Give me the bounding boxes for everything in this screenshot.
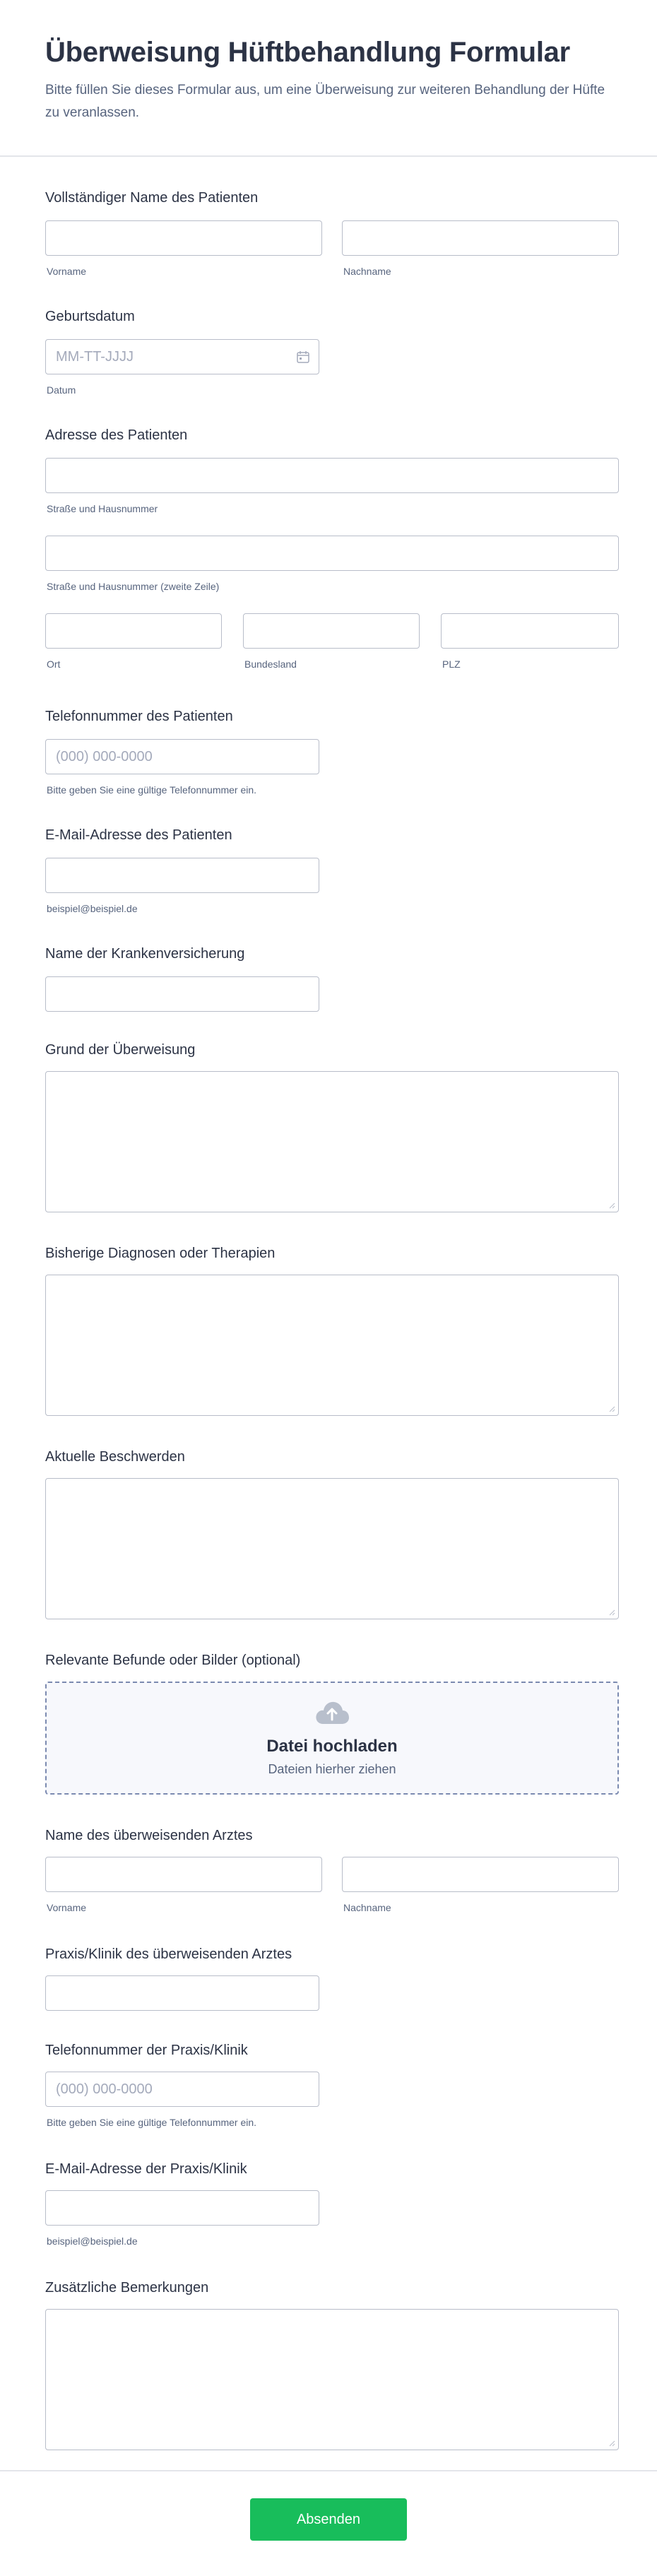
first-name-sublabel: Vorname xyxy=(47,266,87,277)
clinic-email-input[interactable] xyxy=(45,2190,319,2226)
street2-input[interactable] xyxy=(45,536,619,571)
field-label: Aktuelle Beschwerden xyxy=(45,1449,185,1465)
clinic-input[interactable] xyxy=(45,1975,319,2011)
doctor-name-field xyxy=(45,1826,619,1918)
city-sublabel: Ort xyxy=(47,658,61,670)
first-name-sublabel: Vorname xyxy=(47,1902,87,1913)
last-name-sublabel: Nachname xyxy=(343,1902,391,1913)
field-label: Praxis/Klinik des überweisenden Arztes xyxy=(45,1946,292,1962)
clinic-email-field xyxy=(45,2159,619,2251)
resize-grip-icon[interactable] xyxy=(608,1609,615,1616)
clinic-field xyxy=(45,1944,619,2015)
history-textarea[interactable] xyxy=(45,1275,619,1416)
form-footer xyxy=(0,2470,657,2576)
patient-email-field xyxy=(45,825,619,917)
page-subtitle: Bitte füllen Sie dieses Formular aus, um eine Überweisung zur weiteren Behandlung der Hüfte zu veranlassen. xyxy=(45,83,605,120)
birthdate-placeholder: MM-TT-JJJJ xyxy=(56,348,134,365)
resize-grip-icon[interactable] xyxy=(608,2440,615,2447)
upload-title: Datei hochladen xyxy=(266,1736,398,1756)
email-sublabel: beispiel@beispiel.de xyxy=(47,2235,138,2247)
file-upload-dropzone[interactable] xyxy=(45,1682,619,1795)
doctor-first-name-input[interactable] xyxy=(45,1857,322,1892)
submit-button[interactable]: Absenden xyxy=(250,2498,407,2541)
street-input[interactable] xyxy=(45,458,619,493)
resize-grip-icon[interactable] xyxy=(608,1405,615,1412)
email-sublabel: beispiel@beispiel.de xyxy=(47,903,138,914)
insurance-input[interactable] xyxy=(45,976,319,1012)
form-header xyxy=(0,0,657,157)
field-label: Name des überweisenden Arztes xyxy=(45,1828,253,1843)
field-label: Zusätzliche Bemerkungen xyxy=(45,2280,209,2296)
birthdate-field xyxy=(45,307,619,398)
phone-placeholder: (000) 000-0000 xyxy=(56,2081,153,2097)
street-sublabel: Straße und Hausnummer xyxy=(47,503,158,514)
patient-first-name-input[interactable] xyxy=(45,220,322,256)
page-title: Überweisung Hüftbehandlung Formular xyxy=(45,37,570,68)
field-label: Adresse des Patienten xyxy=(45,427,188,443)
field-label: Telefonnummer des Patienten xyxy=(45,709,233,724)
address-field xyxy=(45,425,619,680)
city-input[interactable] xyxy=(45,613,222,649)
calendar-icon[interactable] xyxy=(296,350,310,364)
field-label: E-Mail-Adresse des Patienten xyxy=(45,827,232,843)
history-field xyxy=(45,1243,619,1420)
cloud-upload-icon xyxy=(314,1700,350,1725)
patient-name-field xyxy=(45,188,619,280)
remarks-textarea[interactable] xyxy=(45,2309,619,2450)
doctor-last-name-input[interactable] xyxy=(342,1857,619,1892)
zip-sublabel: PLZ xyxy=(442,658,461,670)
street2-sublabel: Straße und Hausnummer (zweite Zeile) xyxy=(47,581,220,592)
state-input[interactable] xyxy=(243,613,420,649)
phone-sublabel: Bitte geben Sie eine gültige Telefonnummer ein. xyxy=(47,2117,257,2128)
clinic-phone-field xyxy=(45,2040,619,2132)
patient-last-name-input[interactable] xyxy=(342,220,619,256)
birthdate-sublabel: Datum xyxy=(47,384,76,396)
field-label: Geburtsdatum xyxy=(45,309,135,324)
complaints-textarea[interactable] xyxy=(45,1478,619,1619)
field-label: Grund der Überweisung xyxy=(45,1042,196,1058)
field-label: E-Mail-Adresse der Praxis/Klinik xyxy=(45,2161,247,2177)
resize-grip-icon[interactable] xyxy=(608,1202,615,1209)
clinic-phone-input[interactable] xyxy=(45,2072,319,2107)
upload-subtitle: Dateien hierher ziehen xyxy=(268,1761,396,1776)
reason-field xyxy=(45,1040,619,1217)
remarks-field xyxy=(45,2278,619,2454)
phone-placeholder: (000) 000-0000 xyxy=(56,748,153,764)
field-label: Vollständiger Name des Patienten xyxy=(45,190,259,206)
insurance-field xyxy=(45,944,619,1015)
field-label: Telefonnummer der Praxis/Klinik xyxy=(45,2043,248,2058)
state-sublabel: Bundesland xyxy=(244,658,297,670)
field-label: Bisherige Diagnosen oder Therapien xyxy=(45,1246,276,1261)
field-label: Name der Krankenversicherung xyxy=(45,946,245,962)
complaints-field xyxy=(45,1447,619,1624)
phone-sublabel: Bitte geben Sie eine gültige Telefonnummer ein. xyxy=(47,784,257,796)
patient-email-input[interactable] xyxy=(45,858,319,893)
last-name-sublabel: Nachname xyxy=(343,266,391,277)
findings-field xyxy=(45,1650,619,1799)
field-label: Relevante Befunde oder Bilder (optional) xyxy=(45,1653,301,1668)
reason-textarea[interactable] xyxy=(45,1071,619,1212)
patient-phone-input[interactable] xyxy=(45,739,319,774)
birthdate-input[interactable] xyxy=(45,339,319,374)
patient-phone-field xyxy=(45,707,619,798)
zip-input[interactable] xyxy=(441,613,619,649)
